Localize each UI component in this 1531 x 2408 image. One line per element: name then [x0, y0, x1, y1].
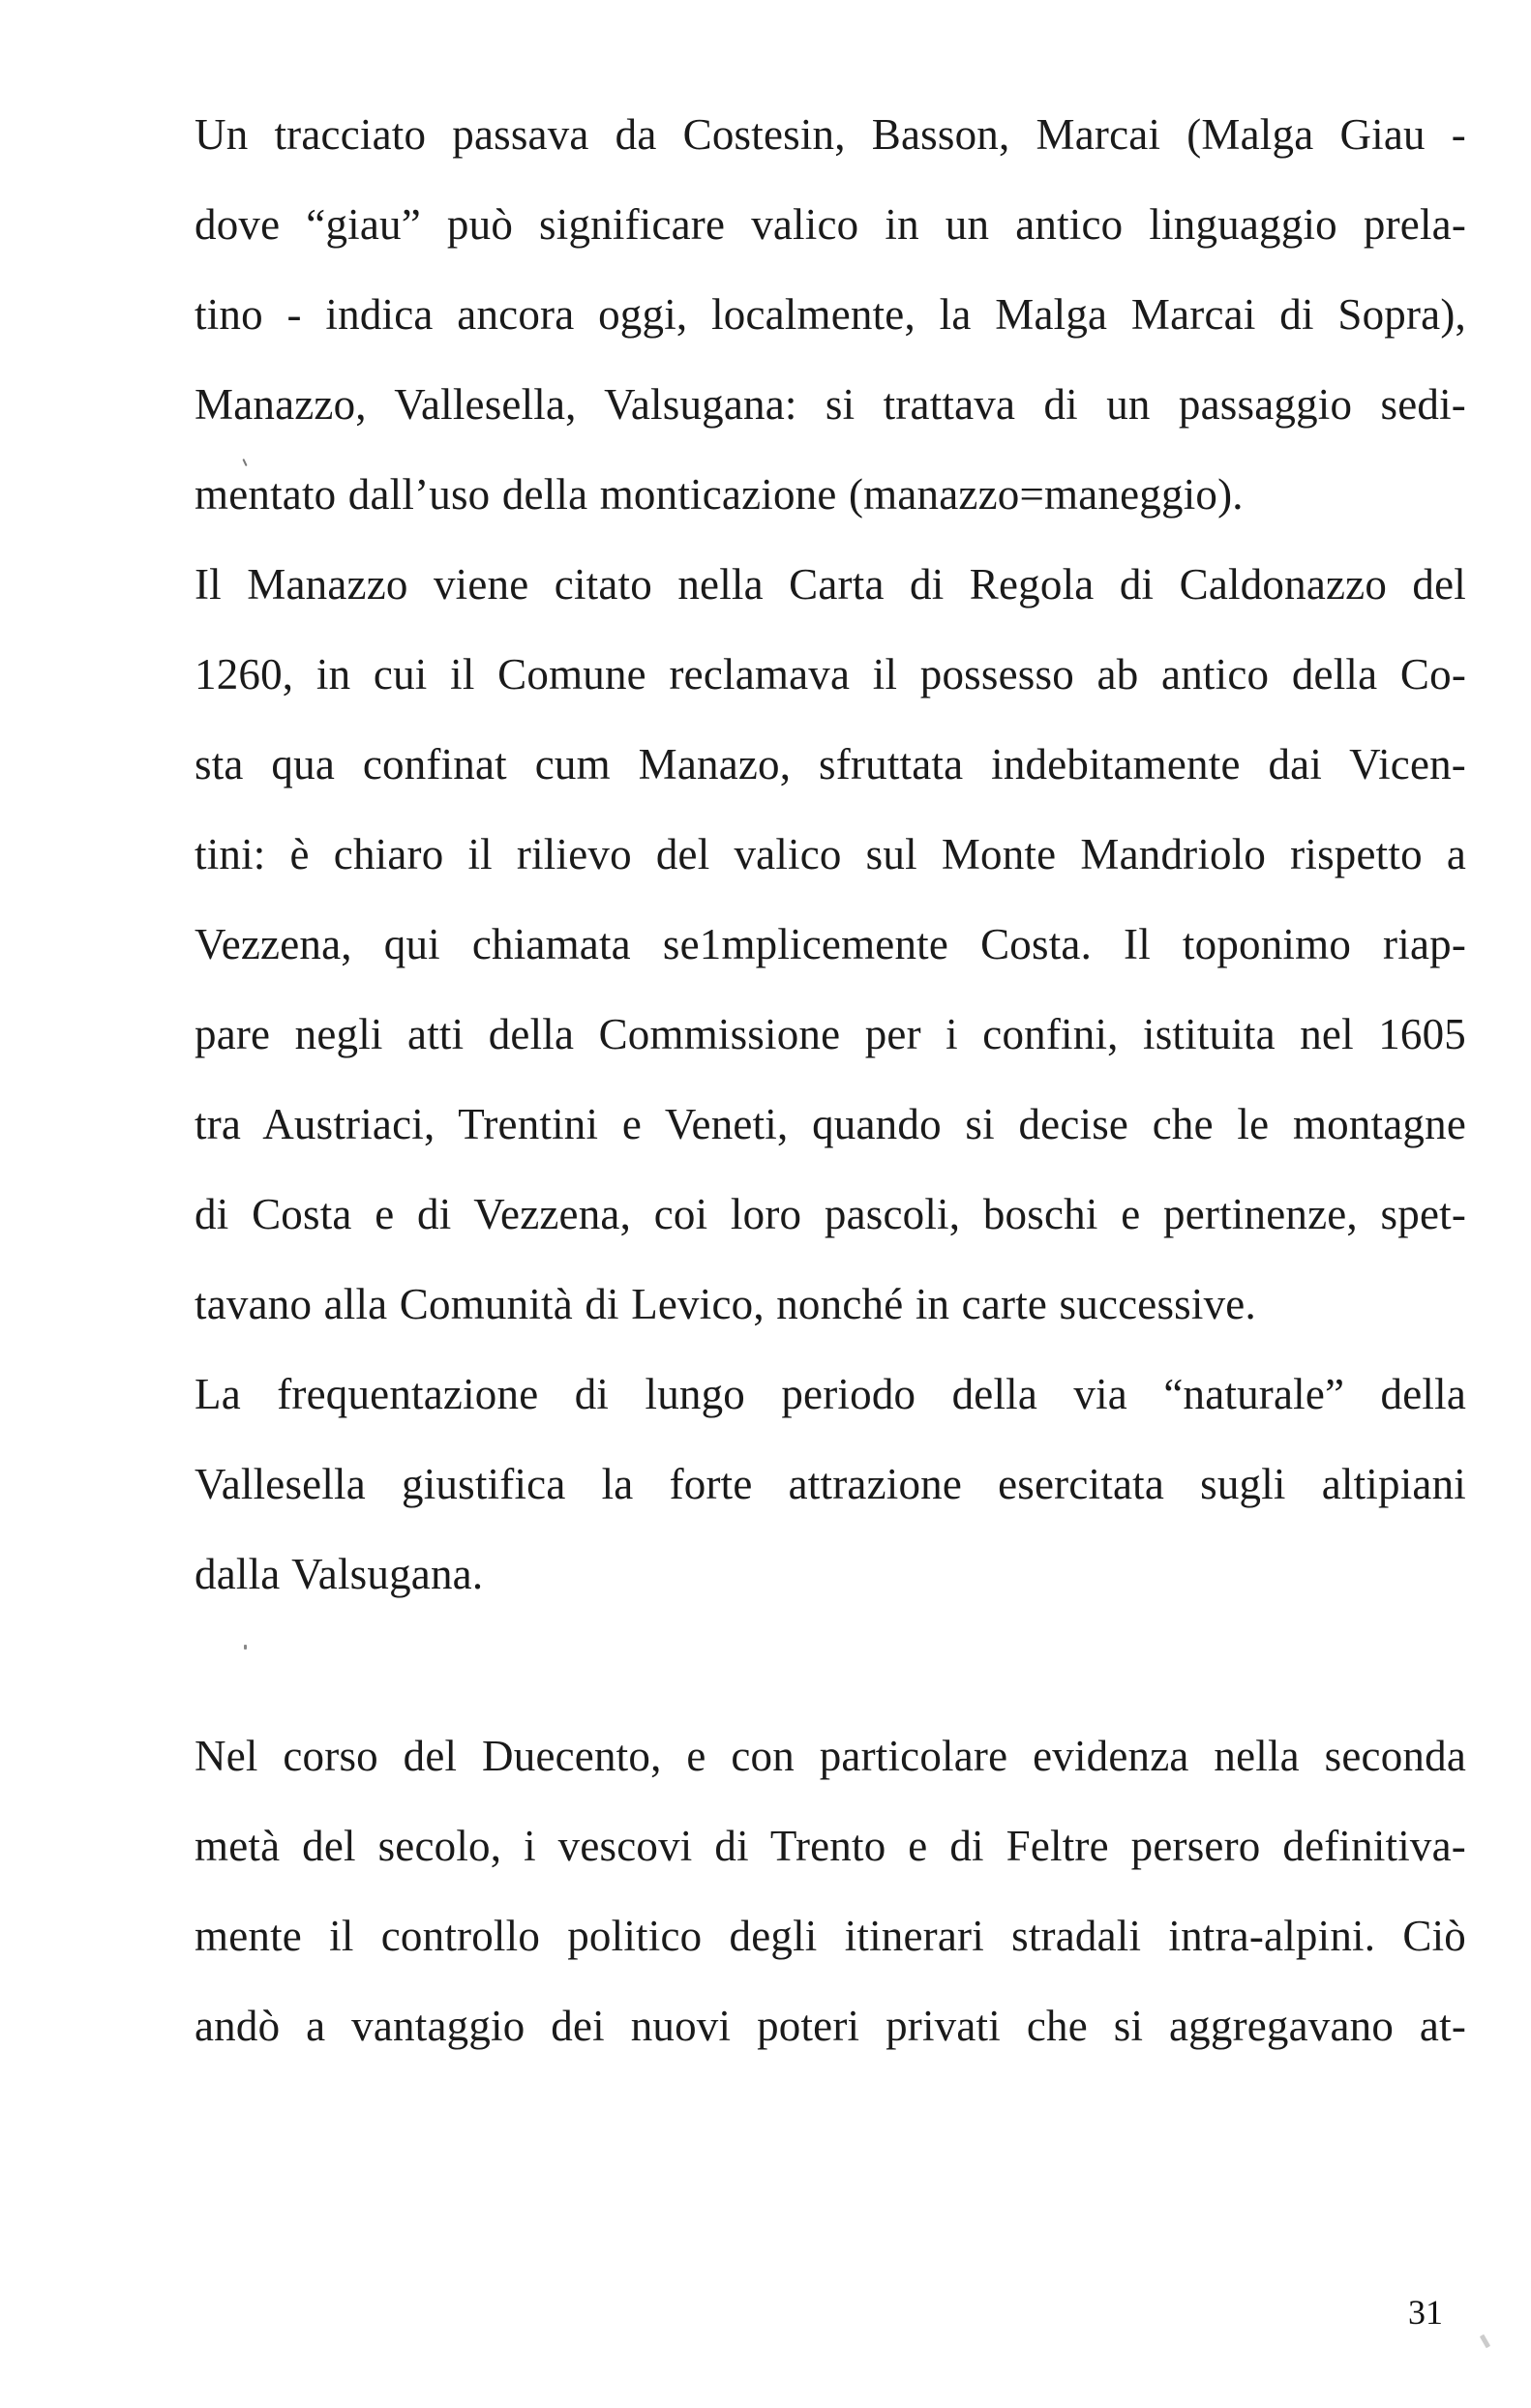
- text-line: Vezzena, qui chiamata se1mplicemente Costa. Il toponimo riap-: [195, 920, 1466, 968]
- text-line: tino - indica ancora oggi, localmente, la Malga Marcai di Sopra),: [195, 290, 1466, 339]
- text-line: Vallesella giustifica la forte attrazione esercitata sugli altipiani: [195, 1460, 1466, 1508]
- text-line: Un tracciato passava da Costesin, Basson, Marcai (Malga Giau -: [195, 110, 1466, 159]
- text-line: Il Manazzo viene citato nella Carta di Regola di Caldonazzo del: [195, 560, 1466, 609]
- text-line: di Costa e di Vezzena, coi loro pascoli, boschi e pertinenze, spet-: [195, 1190, 1466, 1238]
- text-line: Manazzo, Vallesella, Valsugana: si trattava di un passaggio sedi-: [195, 380, 1466, 429]
- scan-speck: [244, 1645, 247, 1650]
- text-line: tini: è chiaro il rilievo del valico sul Monte Mandriolo rispetto a: [195, 830, 1466, 878]
- text-line: mentato dall’uso della monticazione (manazzo=maneggio).: [195, 470, 1244, 519]
- text-line: tra Austriaci, Trentini e Veneti, quando si decise che le montagne: [195, 1100, 1466, 1148]
- text-line: tavano alla Comunità di Levico, nonché in carte successive.: [195, 1280, 1256, 1328]
- text-line: sta qua confinat cum Manazo, sfruttata indebitamente dai Vicen-: [195, 740, 1466, 788]
- scan-speck: [1480, 2334, 1490, 2349]
- text-line: La frequentazione di lungo periodo della via “naturale” della: [195, 1370, 1466, 1418]
- page-number: 31: [1408, 2293, 1443, 2332]
- text-line: metà del secolo, i vescovi di Trento e di Feltre persero definitiva-: [195, 1822, 1466, 1870]
- text-line: 1260, in cui il Comune reclamava il possesso ab antico della Co-: [195, 650, 1466, 699]
- text-line: Nel corso del Duecento, e con particolare evidenza nella seconda: [195, 1732, 1466, 1780]
- text-line: pare negli atti della Commissione per i confini, istituita nel 1605: [195, 1010, 1466, 1058]
- text-line: dove “giau” può significare valico in un antico linguaggio prela-: [195, 200, 1466, 249]
- text-line: mente il controllo politico degli itinerari stradali intra-alpini. Ciò: [195, 1912, 1466, 1960]
- text-line: dalla Valsugana.: [195, 1550, 484, 1598]
- text-line: andò a vantaggio dei nuovi poteri privati che si aggregavano at-: [195, 2002, 1466, 2050]
